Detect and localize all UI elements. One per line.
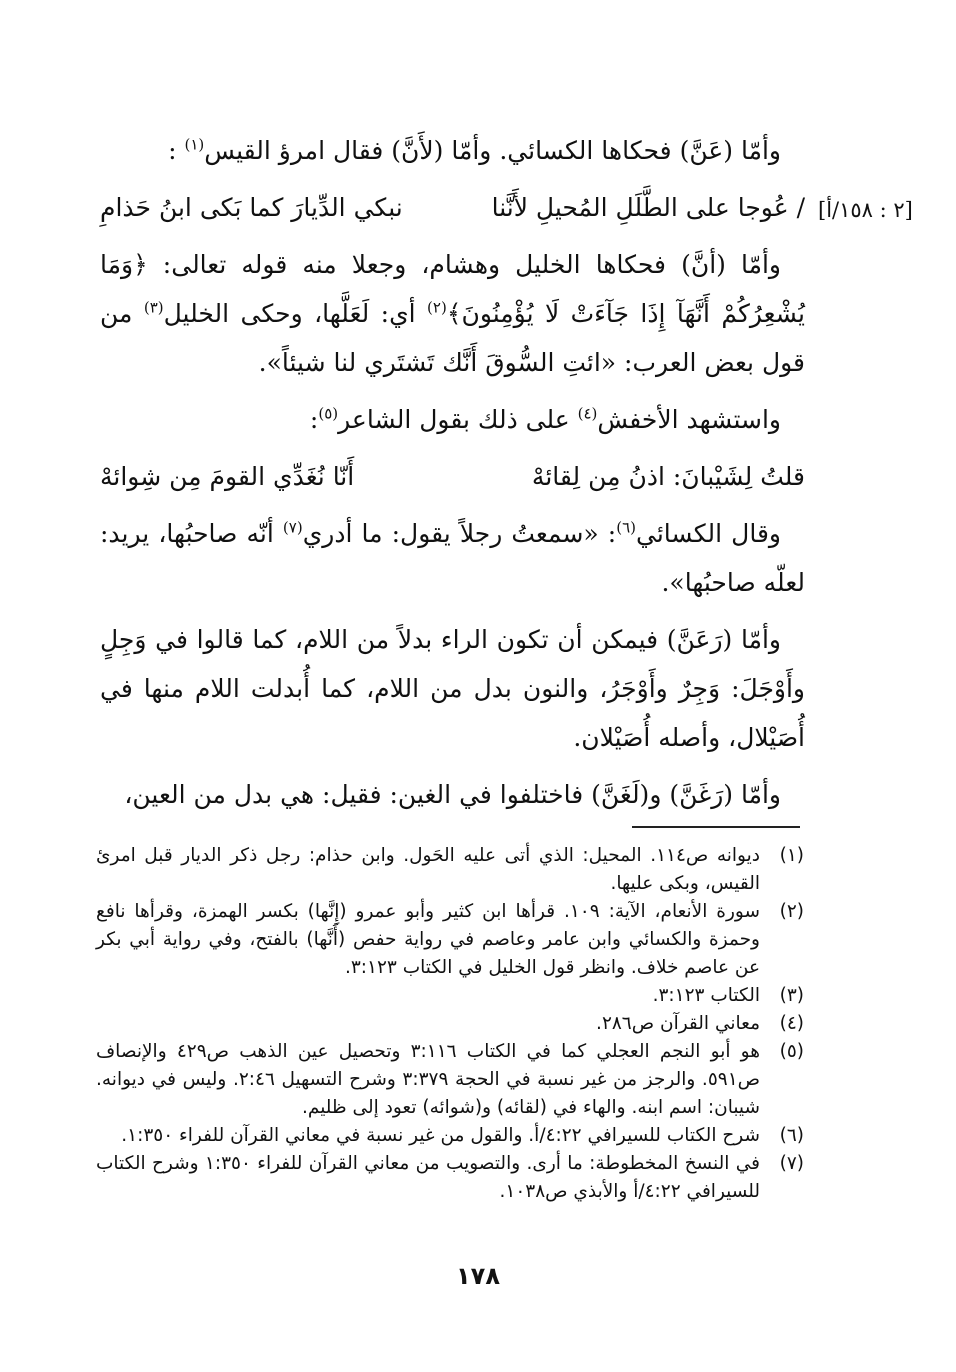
footnote-number: (٥) — [779, 1041, 804, 1062]
footnote-text: هو أبو النجم العجلي كما في الكتاب ٣:١١٦ وتحصيل عين الذهب ص٤٢٩ والإنصاف ص٥٩١. والرجز من غير نسبة في الحجة ٣:٣٧٩ وشرح التسهيل ٢:٤٦. وليس في ديوانه. شيبان: اسم ابنه. والهاء في (لقائه) و(شوائه) تعود إلى ظليم. — [96, 1041, 761, 1118]
verse-2-first-hemistich: قلتُ لِشَيْبانَ: اذنُ مِن لِقائهْ — [531, 462, 805, 491]
footnote-marker-6: (٦) — [616, 518, 636, 537]
footnote-number: (١) — [779, 845, 804, 866]
page-number: ١٧٨ — [456, 1262, 500, 1290]
footnote-number: (٣) — [779, 985, 804, 1006]
footnote-text: سورة الأنعام، الآية: ١٠٩. قرأها ابن كثير وأبو عمرو (إِنَّها) بكسر الهمزة، وقرأها نافع وحمزة والكسائي وابن عامر وعاصم في رواية حفص (أَنَّها) بالفتح، وفي رواية أبي بكر عن عاصم خلاف. وانظر قول الخليل في الكتاب ٣:١٢٣. — [96, 901, 760, 978]
margin-manuscript-reference: [٢ : ١٥٨/أ] — [818, 198, 913, 222]
paragraph-3-text-b: على ذلك بقول الشاعر — [338, 405, 578, 434]
verse-2 — [100, 452, 805, 501]
paragraph-2-text-c: من قول بعض العرب: «ائتِ السُّوقَ أَنَّك تَشتَري لنا شيئاً». — [100, 299, 805, 377]
footnote-text: الكتاب ٣:١٢٣. — [652, 985, 760, 1006]
paragraph-3-text-a: واستشهد الأخفش — [597, 405, 781, 434]
verse-2-second-hemistich: أَنّا نُغَدِّي القومَ مِن شِوائهْ — [100, 462, 355, 491]
footnote-marker-1: (١) — [184, 135, 205, 154]
footnote-marker-2: (٢) — [427, 298, 447, 317]
footnote-number: (٧) — [779, 1153, 804, 1174]
footnote-2 — [96, 898, 804, 982]
paragraph-1-text: وأمّا (عَنَّ) فحكاها الكسائي. وأمّا (لأَنَّ) فقال امرؤ القيس — [204, 136, 781, 165]
footnotes — [96, 842, 804, 1206]
footnote-number: (٤) — [779, 1013, 804, 1034]
paragraph-3-text-c: : — [309, 405, 319, 434]
paragraph-5 — [100, 615, 805, 762]
footnote-text: معاني القرآن ص٢٨٦. — [596, 1013, 760, 1034]
paragraph-6-text: وأمّا (رَغَنَّ) و(لَغَنَّ) فاختلفوا في الغين: فقيل: هي بدل من العين، — [124, 780, 781, 809]
main-text — [100, 126, 805, 827]
verse-1 — [100, 183, 805, 232]
paragraph-2-text-b: أي: لَعَلَّها، وحكى الخليل — [163, 299, 428, 328]
paragraph-1-end: : — [168, 136, 177, 165]
verse-1-second-hemistich: نبكي الدِّيارَ كما بَكى ابنُ حَذامِ — [100, 193, 403, 222]
footnote-text: في النسخ المخطوطة: ما أرى. والتصويب من معاني القرآن للفراء ١:٣٥٠ وشرح الكتاب للسيرافي ٤:٢٢/أ والأبذي ص١٠٣٨. — [96, 1153, 760, 1202]
footnote-separator — [632, 826, 800, 828]
verse-1-first-hemistich: / عُوجا على الطَّلَلِ المُحيلِ لأَنَّنا — [491, 193, 805, 222]
paragraph-6 — [100, 770, 805, 819]
footnote-text: شرح الكتاب للسيرافي ٤:٢٢/أ. والقول من غير نسبة في معاني القرآن للفراء ١:٣٥٠. — [121, 1125, 760, 1146]
footnote-text: ديوانه ص١١٤. المحيل: الذي أتى عليه الحَول. وابن حذام: رجل ذكر الديار قبل امرئ القيس، وبكى عليها. — [96, 845, 761, 894]
paragraph-4-text-b: : «سمعتُ رجلاً يقول: ما أدري — [302, 519, 617, 548]
footnote-6 — [96, 1122, 804, 1150]
footnote-number: (٢) — [779, 901, 804, 922]
footnote-marker-5: (٥) — [318, 404, 339, 423]
footnote-7 — [96, 1150, 804, 1206]
footnote-4 — [96, 1010, 804, 1038]
paragraph-2-text-a: وأمّا (أنَّ) فحكاها الخليل وهشام، وجعلا منه قوله تعالى: ﴿وَمَا يُشْعِرُكُمْ أَنَّهَآ إِذَا جَآءَتْ لَا يُؤْمِنُونَ﴾ — [100, 250, 805, 328]
footnote-3 — [96, 982, 804, 1010]
paragraph-4 — [100, 509, 805, 607]
paragraph-5-text: وأمّا (رَعَنَّ) فيمكن أن تكون الراء بدلاً من اللام، كما قالوا في وَجِلٍ وأَوْجَلَ: وَجِرٌ وأَوْجَرُ، والنون بدل من اللام، كما أُبدلت اللام منها في أُصَيْلال، وأصله أُصَيْلان. — [100, 625, 805, 752]
footnote-marker-7: (٧) — [282, 518, 303, 537]
paragraph-4-text-a: وقال الكسائي — [636, 519, 781, 548]
footnote-marker-3: (٣) — [143, 298, 164, 317]
paragraph-3 — [100, 395, 805, 444]
footnote-number: (٦) — [779, 1125, 804, 1146]
paragraph-2 — [100, 240, 805, 387]
paragraph-1 — [100, 126, 805, 175]
footnote-5 — [96, 1038, 804, 1122]
footnote-marker-4: (٤) — [577, 404, 598, 423]
footnote-1 — [96, 842, 804, 898]
paragraph-4-text-c: أنّه صاحبُها، يريد: لعلّه صاحبُها». — [100, 519, 805, 597]
